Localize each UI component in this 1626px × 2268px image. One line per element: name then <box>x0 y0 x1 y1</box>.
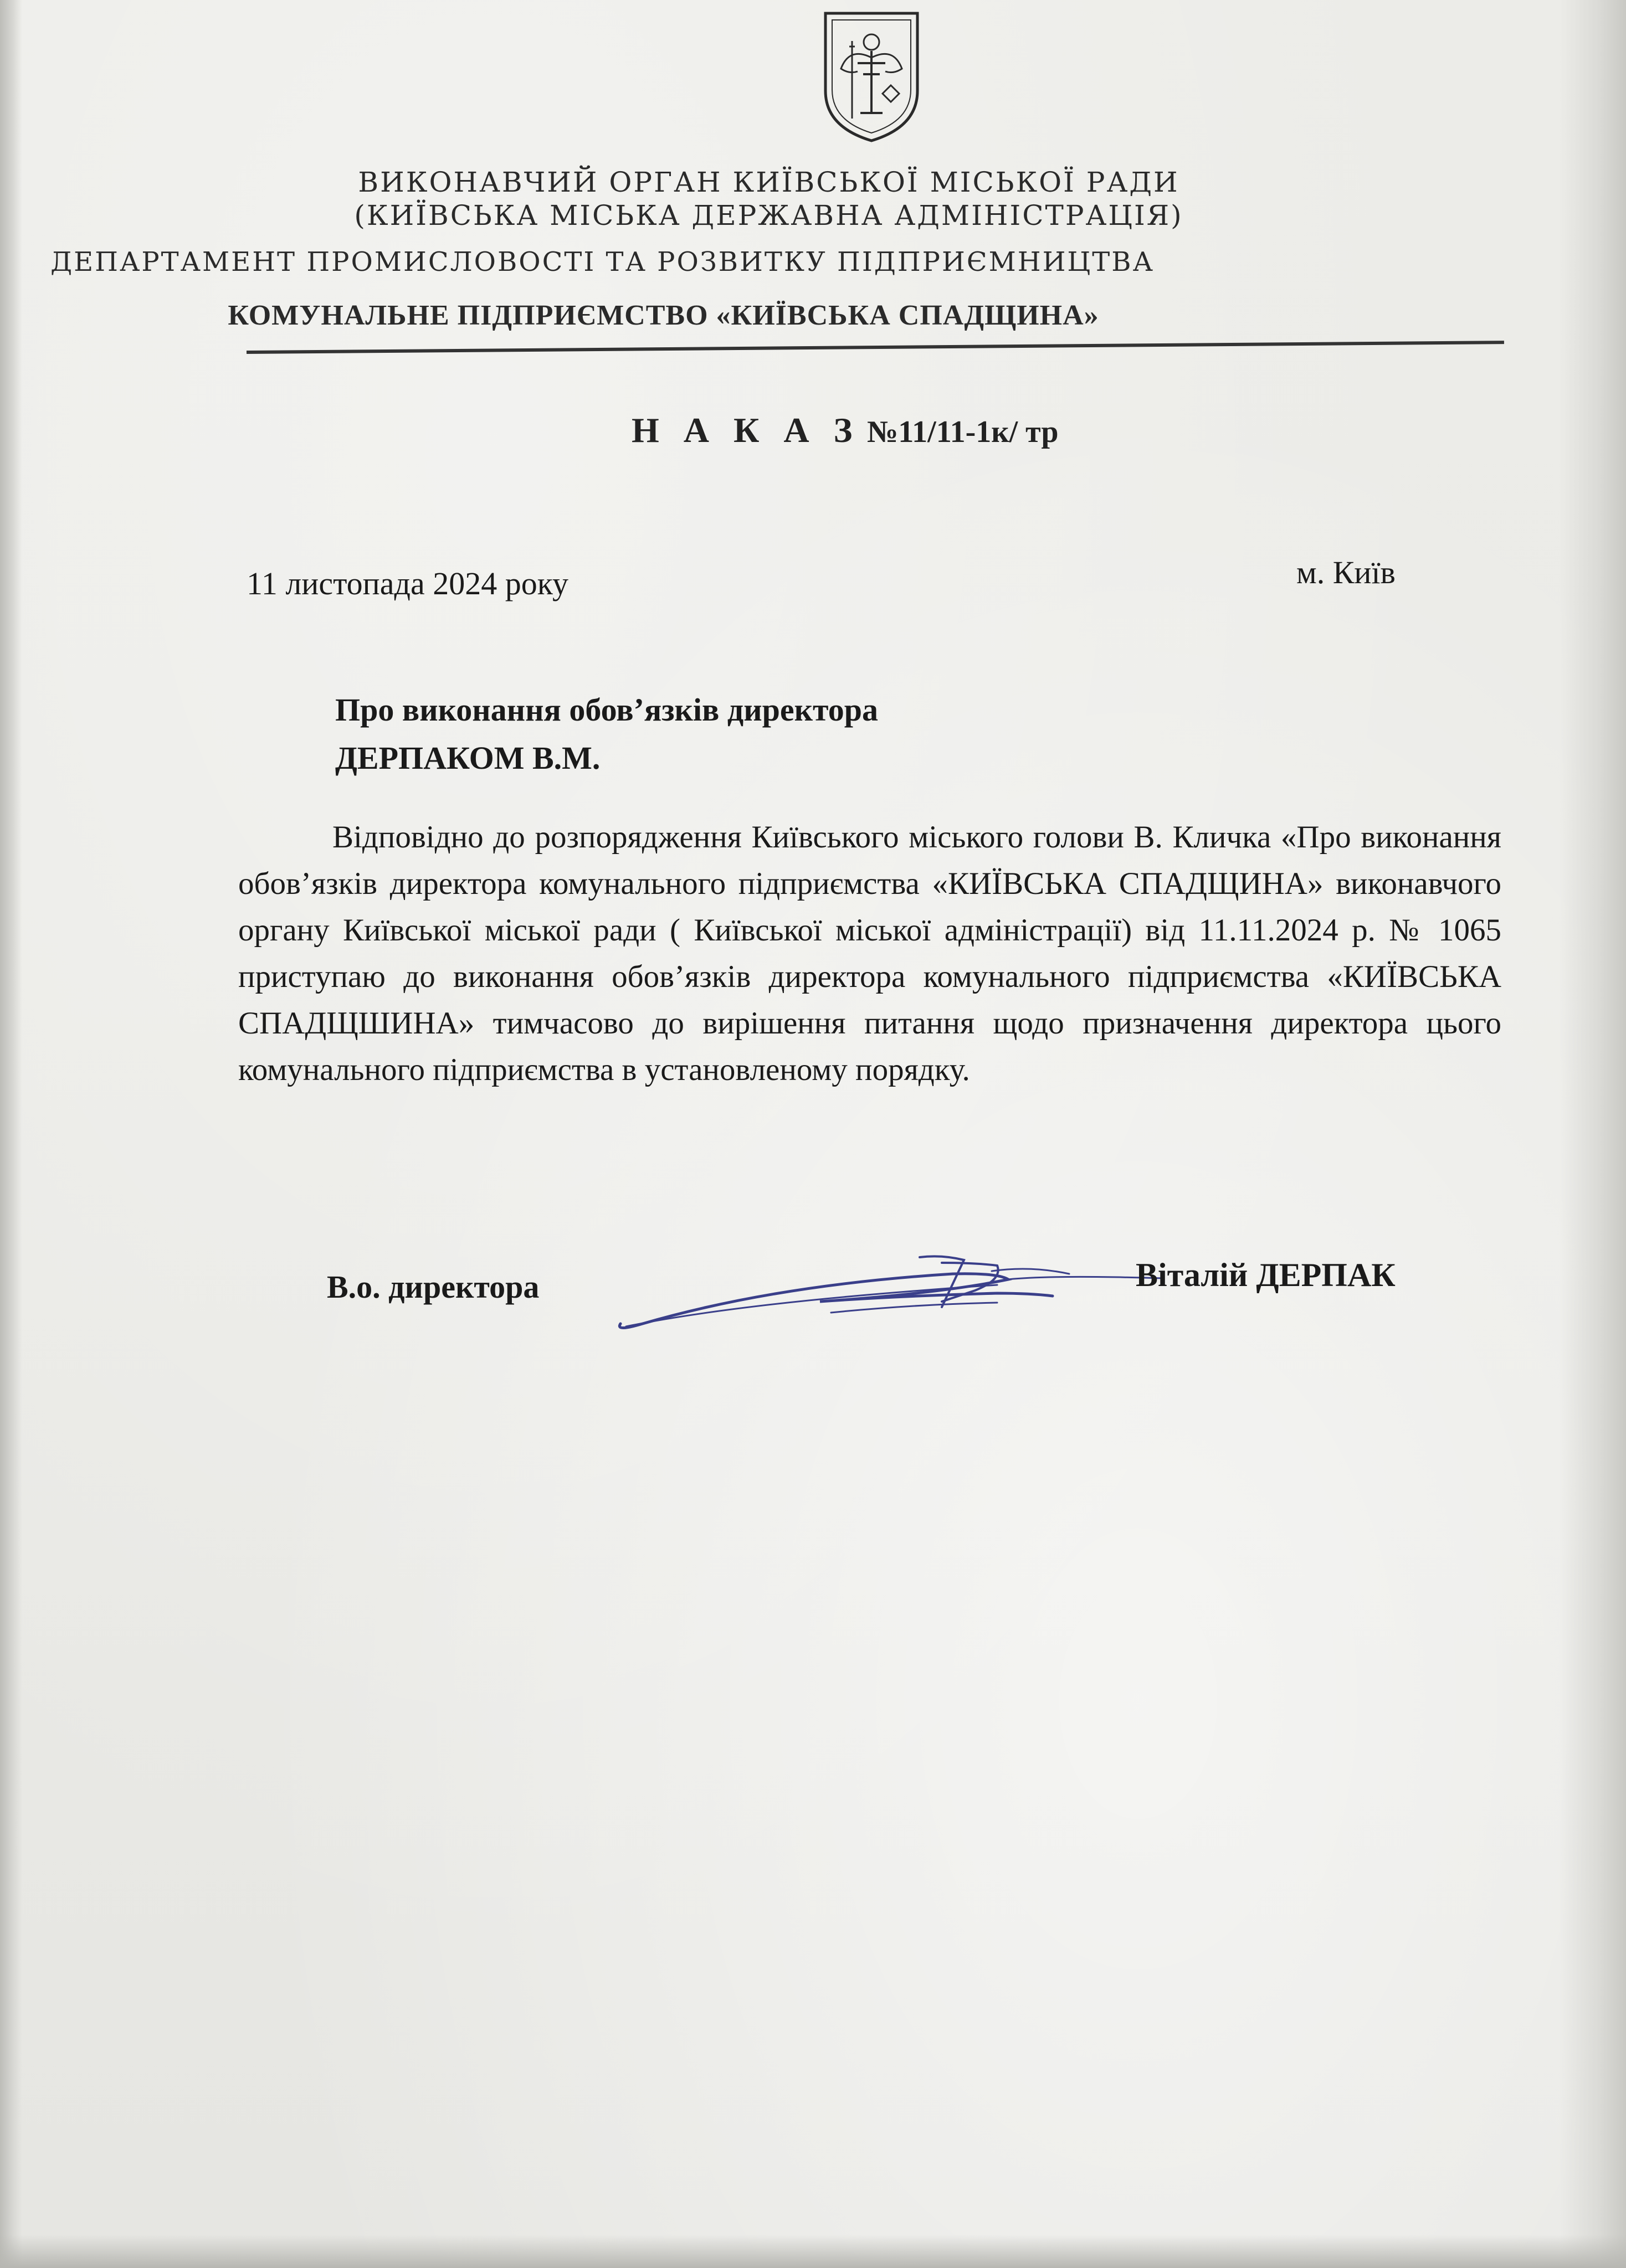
document-body: Відповідно до розпорядження Київського міського голови В. Кличка «Про виконання обов’язків директора комунального підприємства «КИЇВСЬКА СПАДЩИНА» виконавчого органу Київської міської ради ( Київської міської адміністрації) від 11.11.2024 р. № 1065 приступаю до виконання обов’язків директора комунального підприємства «КИЇВСЬКА СПАДЩШИНА» тимчасово до вирішення питання щодо призначення директора цього комунального підприємства в установленому порядку. <box>238 820 1501 1087</box>
page-edge-left <box>0 0 22 2268</box>
header-organization-alt: (КИЇВСЬКА МІСЬКА ДЕРЖАВНА АДМІНІСТРАЦІЯ) <box>354 199 1183 232</box>
document-date: 11 листопада 2024 року <box>247 565 569 601</box>
header-department: ДЕПАРТАМЕНТ ПРОМИСЛОВОСТІ ТА РОЗВИТКУ ПІДПРИЄМНИЦТВА <box>50 246 1155 277</box>
page-edge-bottom <box>0 2235 1626 2268</box>
handwritten-signature <box>609 1241 1197 1346</box>
document-title: Н А К А З <box>632 410 860 450</box>
signatory-role: В.о. директора <box>327 1269 540 1305</box>
header-organization: ВИКОНАВЧИЙ ОРГАН КИЇВСЬКОЇ МІСЬКОЇ РАДИ <box>358 166 1179 198</box>
header-enterprise: КОМУНАЛЬНЕ ПІДПРИЄМСТВО «КИЇВСЬКА СПАДЩИНА» <box>228 300 1099 331</box>
document-subject: Про виконання обов’язків директора <box>335 692 879 728</box>
document-subject-name: ДЕРПАКОМ В.М. <box>335 740 601 776</box>
document-city: м. Київ <box>1296 554 1396 590</box>
page-edge-right <box>1560 0 1626 2268</box>
document-number: №11/11-1к/ тр <box>867 415 1059 449</box>
signatory-name: Віталій ДЕРПАК <box>1136 1257 1396 1293</box>
header-divider <box>247 341 1504 354</box>
kyiv-coat-of-arms-icon <box>819 8 924 146</box>
